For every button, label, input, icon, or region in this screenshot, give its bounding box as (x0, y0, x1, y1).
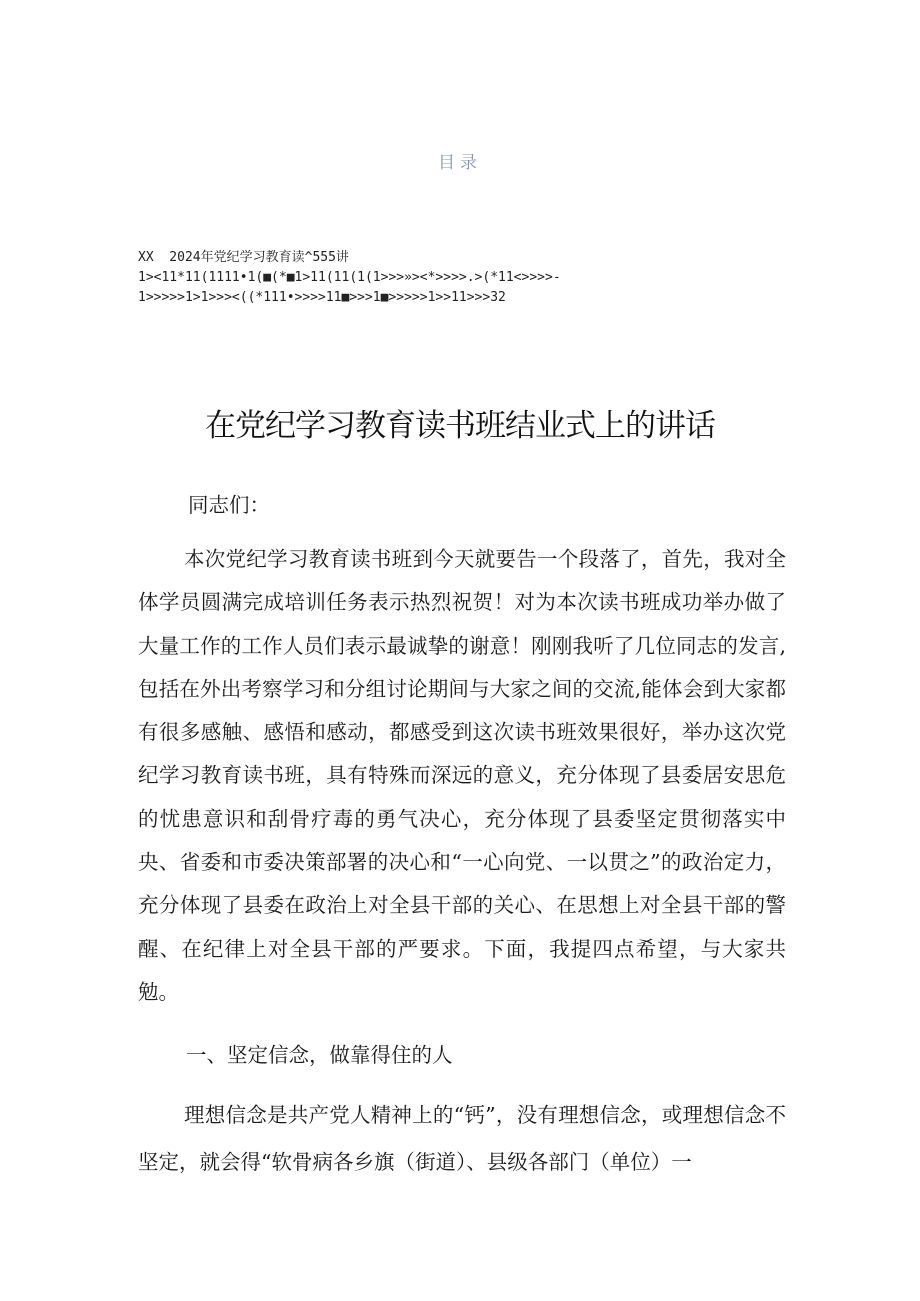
toc-heading: 目录 (438, 153, 482, 173)
salutation: 同志们： (188, 493, 270, 517)
document-title: 在党纪学习教育读书班结业式上的讲话 (205, 408, 715, 444)
body-paragraph: 本次党纪学习教育读书班到今天就要告一个段落了，首先，我对全体学员圆满完成培训任务表示热烈祝贺！对为本次读书班成功举办做了大量工作的工作人员们表示最诚挚的谢意！刚刚我听了几位同志的发言,包括在外出考察学习和分组讨论期间与大家之间的交流,能体会到大家都有很多感触、感悟和感动，都感受到这次读书班效果很好，举办这次党纪学习教育读书班，具有特殊而深远的意义，充分体现了县委居安思危的忧患意识和刮骨疗毒的勇气决心，充分体现了县委坚定贯彻落实中央、省委和市委决策部署的决心和“一心向党、一以贯之”的政治定力，充分体现了县委在政治上对全县干部的关心、在思想上对全县干部的警醒、在纪律上对全县干部的严要求。下面，我提四点希望，与大家共勉。 (138, 547, 786, 1004)
toc-entry[interactable]: XX 2024年党纪学习教育读^555讲 (138, 250, 349, 265)
table-of-contents (138, 248, 561, 308)
toc-entry[interactable]: 1><11*11(1111•1(■(*■1>11(11(1(1>>>»><*>>>>.>(*11<>>>>- (138, 270, 561, 285)
toc-entry[interactable]: 1>>>>>1>1>>><((*111•>>>>11■>>>1■>>>>>1>>11>>>32 (138, 290, 506, 305)
body-paragraph: 理想信念是共产党人精神上的“钙”，没有理想信念，或理想信念不坚定，就会得“软骨病各乡旗（街道）、县级各部门（单位）一 (138, 1103, 786, 1174)
section-heading: 一、坚定信念，做靠得住的人 (186, 1043, 453, 1067)
